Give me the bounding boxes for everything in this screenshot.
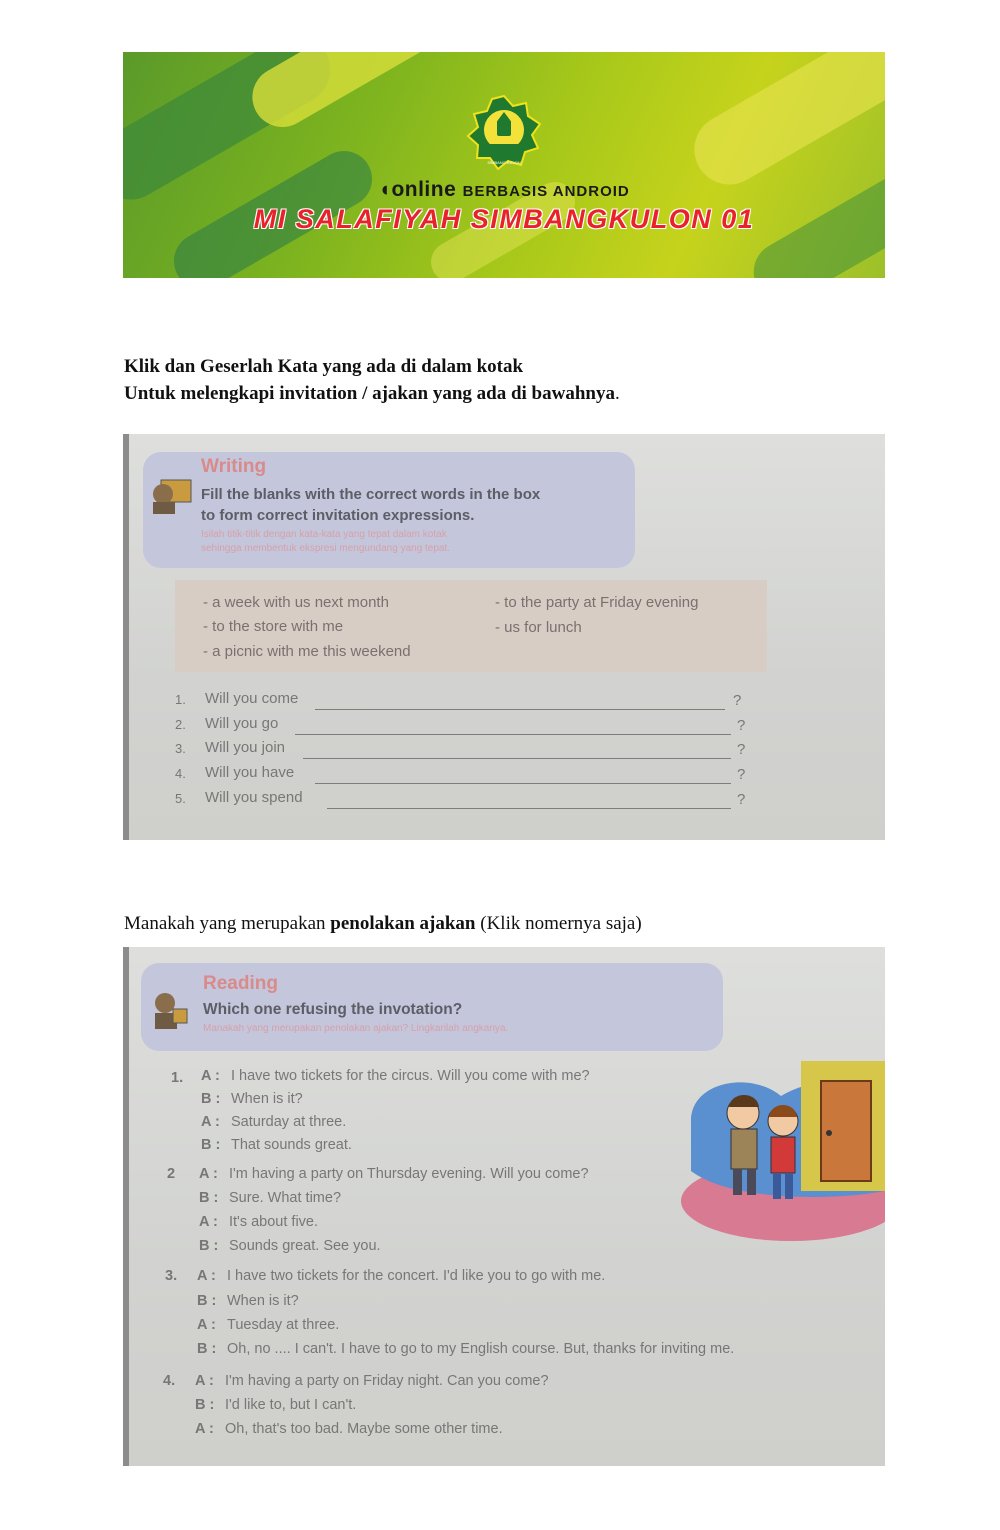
dialog-line: Sounds great. See you.	[229, 1238, 381, 1254]
question-mark: ?	[737, 717, 746, 734]
writing-translation-1: Isilah titik-titik dengan kata-kata yang tepat dalam kotak	[201, 529, 447, 540]
question-text: Will you have	[205, 764, 295, 781]
kids-illustration	[671, 1051, 885, 1241]
question-number: 4.	[175, 766, 186, 781]
writing-title: Writing	[201, 456, 267, 477]
dialog-line: That sounds great.	[231, 1137, 352, 1153]
reading-title: Reading	[203, 973, 278, 994]
question-text: Will you spend	[205, 789, 303, 806]
reading-question: Which one refusing the invotation?	[203, 1001, 463, 1018]
speaker: B :	[199, 1238, 219, 1254]
answer-blank[interactable]	[327, 808, 731, 809]
word-option[interactable]: - us for lunch	[495, 619, 582, 636]
dialog-line: Oh, that's too bad. Maybe some other time.	[225, 1421, 503, 1437]
dialog-line: It's about five.	[229, 1214, 319, 1230]
dialog-line: Tuesday at three.	[227, 1317, 340, 1333]
online-icon: ◖	[378, 178, 392, 201]
speaker: B :	[199, 1190, 219, 1206]
reading-instruction-prefix: Manakah yang merupakan	[124, 913, 331, 934]
dialog-line: I have two tickets for the circus. Will you come with me?	[231, 1068, 590, 1084]
answer-blank[interactable]	[315, 783, 731, 784]
speaker: B :	[197, 1293, 217, 1309]
brand-suffix: BERBASIS ANDROID	[462, 183, 630, 200]
page-edge	[123, 947, 129, 1466]
logo-caption: SIMBANG KULON	[487, 160, 521, 165]
answer-blank[interactable]	[315, 709, 725, 710]
writing-instruction-1: Fill the blanks with the correct words in the box	[201, 486, 541, 503]
dialog-line: Sure. What time?	[229, 1190, 342, 1206]
speaker: B :	[197, 1341, 217, 1357]
school-logo-icon	[466, 94, 542, 170]
dialog-number-4[interactable]: 4.	[163, 1373, 176, 1389]
dialog-line: I'm having a party on Thursday evening. Will you come?	[229, 1166, 589, 1182]
banner-decoration	[682, 52, 885, 197]
dialog-line: I'm having a party on Friday night. Can you come?	[225, 1373, 549, 1389]
word-option[interactable]: - to the party at Friday evening	[495, 594, 699, 611]
question-text: Will you join	[205, 739, 286, 756]
dialog-line: I'd like to, but I can't.	[225, 1397, 357, 1413]
banner-subtitle	[123, 178, 885, 202]
question-mark: ?	[737, 791, 746, 808]
question-text: Will you go	[205, 715, 279, 732]
question-mark: ?	[737, 766, 746, 783]
question-mark: ?	[737, 741, 746, 758]
question-number: 5.	[175, 791, 186, 806]
question-number: 1.	[175, 692, 186, 707]
reading-instruction-bold: penolakan ajakan	[330, 913, 476, 934]
dialog-line: I have two tickets for the concert. I'd like you to go with me.	[227, 1268, 606, 1284]
mascot-icon	[147, 470, 197, 520]
school-name: MI SALAFIYAH SIMBANGKULON 01	[253, 204, 755, 234]
speaker: B :	[201, 1137, 221, 1153]
speaker: B :	[195, 1397, 215, 1413]
speaker: A :	[201, 1114, 220, 1130]
word-option[interactable]: - a picnic with me this weekend	[203, 643, 411, 660]
answer-blank[interactable]	[295, 734, 731, 735]
writing-translation-2: sehingga membentuk ekspresi mengundang yang tepat.	[201, 543, 451, 554]
dialog-line: Oh, no .... I can't. I have to go to my English course. But, thanks for inviting me.	[227, 1341, 735, 1357]
question-mark: ?	[733, 692, 742, 709]
mascot-icon	[145, 985, 195, 1035]
answer-blank[interactable]	[303, 758, 731, 759]
word-option[interactable]: - to the store with me	[203, 618, 344, 635]
speaker: A :	[201, 1068, 220, 1084]
speaker: B :	[201, 1091, 221, 1107]
dialog-number-3[interactable]: 3.	[165, 1268, 178, 1284]
instruction-line-1: Klik dan Geserlah Kata yang ada di dalam kotak	[124, 356, 524, 377]
writing-instruction-2: to form correct invitation expressions.	[201, 507, 475, 524]
question-number: 2.	[175, 717, 186, 732]
instruction-line-2	[124, 381, 620, 407]
speaker: A :	[197, 1317, 216, 1333]
header-banner	[123, 52, 885, 278]
reading-translation: Manakah yang merupakan penolakan ajakan? Lingkarilah angkanya.	[203, 1023, 509, 1034]
instruction-line-2-end: .	[614, 383, 620, 404]
word-option[interactable]: - a week with us next month	[203, 594, 389, 611]
instruction-line-2-text: Untuk melengkapi invitation / ajakan yang ada di bawahnya	[124, 383, 615, 404]
brand-word: online	[391, 178, 457, 201]
speaker: A :	[197, 1268, 216, 1284]
speaker: A :	[199, 1214, 218, 1230]
speaker: A :	[199, 1166, 218, 1182]
page-edge	[123, 434, 129, 840]
writing-exercise-image	[123, 434, 885, 840]
reading-exercise-image	[123, 947, 885, 1466]
speaker: A :	[195, 1373, 214, 1389]
speaker: A :	[195, 1421, 214, 1437]
dialog-line: When is it?	[231, 1091, 303, 1107]
dialog-line: Saturday at three.	[231, 1114, 347, 1130]
reading-instruction-suffix: (Klik nomernya saja)	[475, 913, 642, 934]
reading-instruction	[124, 911, 642, 937]
question-text: Will you come	[205, 690, 299, 707]
dialog-line: When is it?	[227, 1293, 299, 1309]
dialog-number-1[interactable]: 1.	[171, 1070, 184, 1086]
dialog-number-2[interactable]: 2	[167, 1166, 176, 1182]
question-number: 3.	[175, 741, 186, 756]
